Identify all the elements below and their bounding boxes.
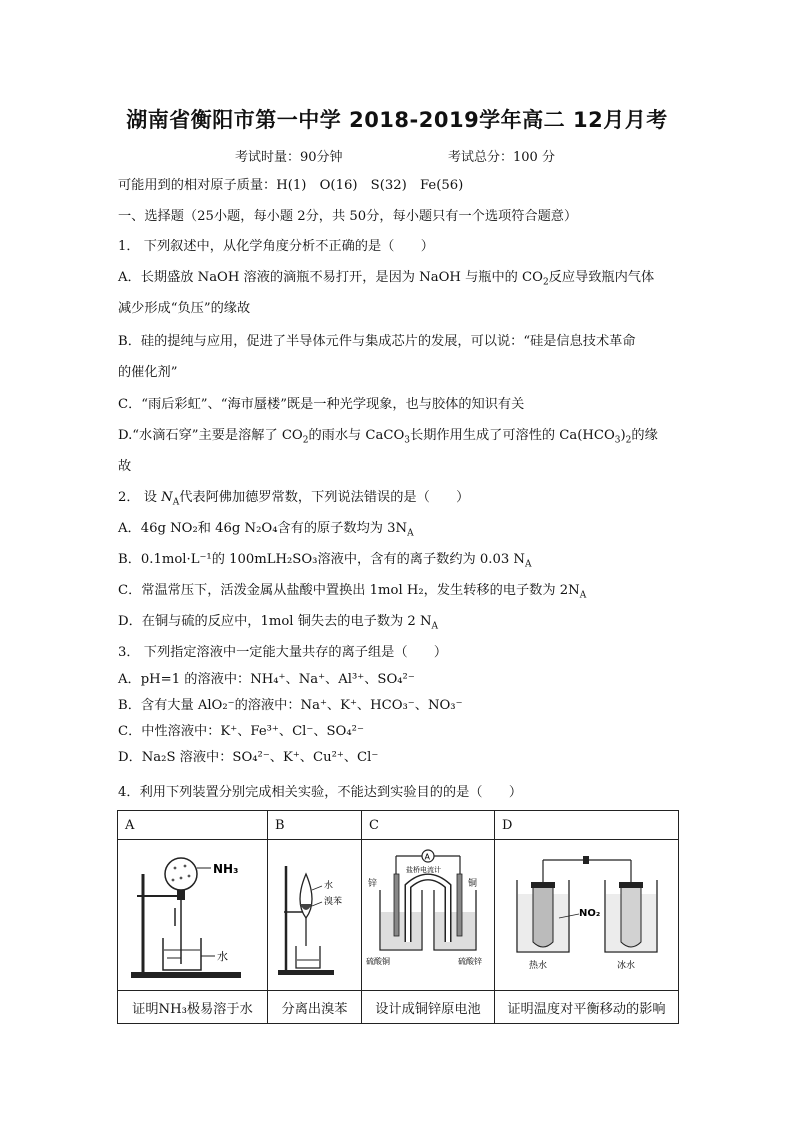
subscript: A — [579, 590, 587, 601]
galvanic-cell-diagram — [366, 846, 490, 984]
q1-stem: 1． 下列叙述中，从化学角度分析不正确的是（ ） — [118, 239, 434, 254]
q1-option-d-line2: 故 — [118, 459, 132, 474]
q2-option-a — [118, 520, 678, 543]
hot-water-label: 热水 — [528, 961, 547, 971]
q3-stem: 3． 下列指定溶液中一定能大量共存的离子组是（ ） — [118, 645, 448, 660]
q1-option-a-line1 — [118, 269, 678, 292]
caption-a: 证明NH₃极易溶于水 — [118, 991, 268, 1024]
exam-score: 考试总分：100 分 — [448, 150, 555, 165]
table-image-row — [118, 840, 679, 991]
q1-option-c: C．“雨后彩虹”、“海市蜃楼”既是一种光学现象，也与胶体的知识有关 — [118, 397, 525, 412]
q3-option-d: D．Na₂S 溶液中：SO₄²⁻、K⁺、Cu²⁺、Cl⁻ — [118, 750, 379, 765]
caption-b: 分离出溴苯 — [268, 991, 362, 1024]
apparatus-d-cell — [495, 840, 679, 991]
bromobenzene-label: 溴苯 — [323, 897, 342, 907]
copper-label: 铜 — [468, 879, 478, 889]
text: ) — [620, 428, 626, 443]
col-b-label: B — [268, 811, 362, 840]
apparatus-a-cell — [118, 840, 268, 991]
nh3-label: NH₃ — [212, 862, 238, 876]
subscript: A — [524, 559, 532, 570]
separatory-funnel-diagram — [272, 846, 358, 984]
water-layer-label: 水 — [323, 881, 333, 891]
caption-c: 设计成铜锌原电池 — [362, 991, 495, 1024]
text: N — [161, 490, 173, 505]
salt-bridge-label: 盐桥电流计 — [406, 866, 441, 874]
text: A．46g NO₂和 46g N₂O₄含有的原子数均为 3N — [118, 521, 408, 536]
subscript: A — [431, 621, 439, 632]
q4-apparatus-table — [117, 810, 679, 1024]
q3-option-b: B．含有大量 AlO₂⁻的溶液中：Na⁺、K⁺、HCO₃⁻、NO₃⁻ — [118, 698, 463, 713]
text: 2． 设 — [118, 490, 162, 505]
water-label: 水 — [216, 950, 228, 963]
text: 的缘 — [631, 428, 658, 443]
text: D.“水滴石穿”主要是溶解了 CO — [118, 428, 303, 443]
subscript: 2 — [625, 435, 632, 446]
text: 长期作用生成了可溶性的 Ca(HCO — [410, 428, 615, 443]
subscript: 3 — [614, 435, 621, 446]
caption-d: 证明温度对平衡移动的影响 — [495, 991, 679, 1024]
subscript: 2 — [542, 277, 549, 288]
col-c-label: C — [362, 811, 495, 840]
q3-option-a: A．pH=1 的溶液中：NH₄⁺、Na⁺、Al³⁺、SO₄²⁻ — [118, 672, 415, 687]
no2-label: NO₂ — [578, 908, 600, 919]
page-title: 湖南省衡阳市第一中学 2018-2019学年高二 12月月考 — [126, 108, 668, 132]
text: A．长期盛放 NaOH 溶液的滴瓶不易打开，是因为 NaOH 与瓶中的 CO — [118, 270, 543, 285]
text: C．常温常压下，活泼金属从盐酸中置换出 1mol H₂，发生转移的电子数为 2N — [118, 583, 580, 598]
text: 的雨水与 CaCO — [308, 428, 405, 443]
q2-option-b — [118, 551, 678, 574]
apparatus-c-cell — [362, 840, 495, 991]
text: B．0.1mol·L⁻¹的 100mLH₂SO₃溶液中，含有的离子数约为 0.03 N — [118, 552, 525, 567]
section-heading: 一、选择题（25小题，每小题 2分，共 50分，每小题只有一个选项符合题意） — [118, 209, 578, 224]
subscript: A — [172, 497, 180, 508]
text: 反应导致瓶内气体 — [548, 270, 655, 285]
text: D．在铜与硫的反应中，1mol 铜失去的电子数为 2 N — [118, 614, 432, 629]
col-a-label: A — [118, 811, 268, 840]
text: 代表阿佛加德罗常数，下列说法错误的是（ ） — [179, 490, 470, 505]
q2-option-c — [118, 582, 678, 605]
no2-equilibrium-diagram — [499, 846, 675, 984]
right-solution-label: 硫酸锌 — [458, 957, 482, 966]
q1-option-d-line1 — [118, 427, 678, 450]
table-caption-row — [118, 991, 679, 1024]
col-d-label: D — [495, 811, 679, 840]
q1-option-b-line2: 的催化剂” — [118, 365, 178, 380]
q2-option-d — [118, 613, 678, 636]
q3-option-c: C．中性溶液中：K⁺、Fe³⁺、Cl⁻、SO₄²⁻ — [118, 724, 364, 739]
ice-water-label: 冰水 — [616, 961, 635, 971]
q4-stem: 4．利用下列装置分别完成相关实验，不能达到实验目的的是（ ） — [118, 785, 523, 800]
atomic-mass-note: 可能用到的相对原子质量：H(1) O(16) S(32) Fe(56) — [118, 178, 464, 193]
exam-time: 考试时量：90分钟 — [235, 150, 343, 165]
subscript: 2 — [302, 435, 309, 446]
fountain-apparatus-diagram — [123, 846, 263, 984]
q1-option-b-line1: B．硅的提纯与应用，促进了半导体元件与集成芯片的发展，可以说：“硅是信息技术革命 — [118, 334, 636, 349]
apparatus-b-cell — [268, 840, 362, 991]
left-solution-label: 硫酸铜 — [366, 957, 390, 966]
q1-option-a-line2: 减少形成“负压”的缘故 — [118, 301, 251, 316]
subscript: A — [407, 528, 414, 539]
ammeter-symbol: A — [424, 852, 430, 862]
q2-stem — [118, 489, 678, 512]
table-header-row — [118, 811, 679, 840]
subscript: 3 — [404, 435, 411, 446]
zinc-label: 锌 — [368, 879, 378, 889]
